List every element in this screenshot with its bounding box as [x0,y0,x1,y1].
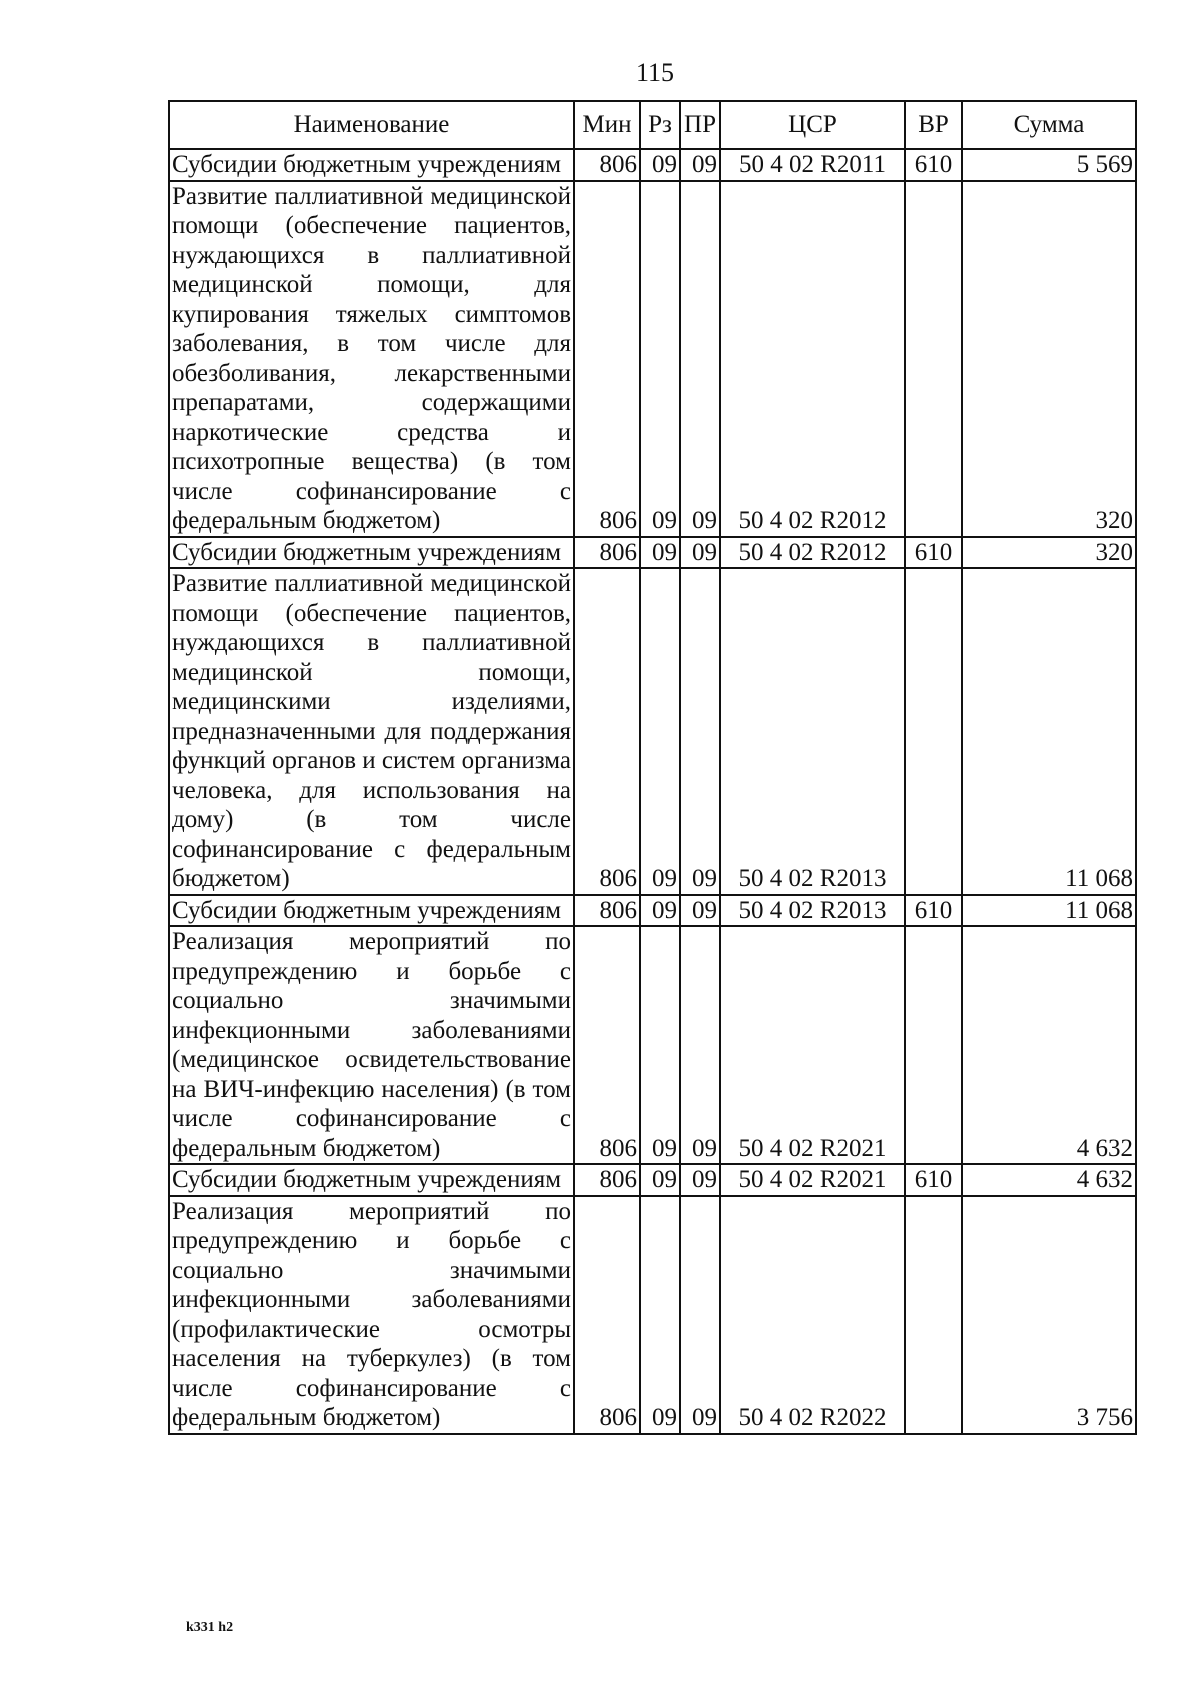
cell-name: Развитие паллиативной медицинской помощи (обеспечение пациентов, нуждающихся в паллиативной медицинской помощи, медицинскими изделиями, предназначенными для поддержания функций органов и систем организма человека, для использования на дому) (в том числе софинансирование с федеральным бюджетом) [169,568,574,895]
header-pr: ПР [680,101,720,149]
cell-name: Субсидии бюджетным учреждениям [169,895,574,927]
cell-vr: 610 [905,149,962,181]
cell-rz: 09 [640,1196,680,1434]
cell-min: 806 [574,1196,640,1434]
cell-rz: 09 [640,149,680,181]
cell-pr: 09 [680,149,720,181]
cell-min: 806 [574,895,640,927]
cell-min: 806 [574,537,640,569]
cell-csr: 50 4 02 R2022 [720,1196,905,1434]
header-min: Мин [574,101,640,149]
cell-rz: 09 [640,926,680,1164]
header-name: Наименование [169,101,574,149]
budget-table [168,100,1137,1435]
cell-min: 806 [574,568,640,895]
cell-rz: 09 [640,181,680,537]
cell-pr: 09 [680,568,720,895]
cell-vr [905,926,962,1164]
cell-sum: 4 632 [962,926,1136,1164]
cell-vr: 610 [905,1164,962,1196]
cell-name: Реализация мероприятий по предупреждению и борьбе с социально значимыми инфекционными заболеваниями (профилактические осмотры населения на туберкулез) (в том числе софинансирование с федеральным бюджетом) [169,1196,574,1434]
header-row [169,101,1136,149]
cell-min: 806 [574,149,640,181]
cell-pr: 09 [680,537,720,569]
table-body [169,149,1136,1434]
header-vr: ВР [905,101,962,149]
cell-min: 806 [574,926,640,1164]
table-row [169,1164,1136,1196]
cell-pr: 09 [680,926,720,1164]
page-number: 115 [635,58,675,87]
table-row [169,895,1136,927]
cell-rz: 09 [640,568,680,895]
cell-vr: 610 [905,895,962,927]
cell-sum: 320 [962,537,1136,569]
cell-pr: 09 [680,181,720,537]
cell-sum: 320 [962,181,1136,537]
cell-vr [905,568,962,895]
cell-min: 806 [574,181,640,537]
cell-sum: 11 068 [962,895,1136,927]
cell-sum: 4 632 [962,1164,1136,1196]
table-row [169,1196,1136,1434]
cell-csr: 50 4 02 R2021 [720,1164,905,1196]
cell-pr: 09 [680,1196,720,1434]
cell-csr: 50 4 02 R2021 [720,926,905,1164]
table-header [169,101,1136,149]
cell-csr: 50 4 02 R2013 [720,895,905,927]
header-rz: Рз [640,101,680,149]
cell-vr [905,1196,962,1434]
cell-min: 806 [574,1164,640,1196]
cell-name: Реализация мероприятий по предупреждению и борьбе с социально значимыми инфекционными заболеваниями (медицинское освидетельствование на ВИЧ-инфекцию населения) (в том числе софинансирование с федеральным бюджетом) [169,926,574,1164]
table-row [169,181,1136,537]
cell-pr: 09 [680,1164,720,1196]
cell-rz: 09 [640,1164,680,1196]
table-row [169,926,1136,1164]
cell-name: Субсидии бюджетным учреждениям [169,149,574,181]
cell-csr: 50 4 02 R2012 [720,181,905,537]
cell-name: Развитие паллиативной медицинской помощи (обеспечение пациентов, нуждающихся в паллиативной медицинской помощи, для купирования тяжелых симптомов заболевания, в том числе для обезболивания, лекарственными препаратами, содержащими наркотические средства и психотропные вещества) (в том числе софинансирование с федеральным бюджетом) [169,181,574,537]
header-sum: Сумма [962,101,1136,149]
cell-sum: 3 756 [962,1196,1136,1434]
cell-pr: 09 [680,895,720,927]
cell-csr: 50 4 02 R2011 [720,149,905,181]
cell-rz: 09 [640,895,680,927]
cell-csr: 50 4 02 R2013 [720,568,905,895]
cell-vr: 610 [905,537,962,569]
cell-csr: 50 4 02 R2012 [720,537,905,569]
cell-sum: 5 569 [962,149,1136,181]
document-code: k331 h2 [186,1620,234,1635]
cell-sum: 11 068 [962,568,1136,895]
cell-name: Субсидии бюджетным учреждениям [169,537,574,569]
cell-rz: 09 [640,537,680,569]
cell-name: Субсидии бюджетным учреждениям [169,1164,574,1196]
table-row [169,568,1136,895]
table-row [169,537,1136,569]
cell-vr [905,181,962,537]
table-row [169,149,1136,181]
header-csr: ЦСР [720,101,905,149]
